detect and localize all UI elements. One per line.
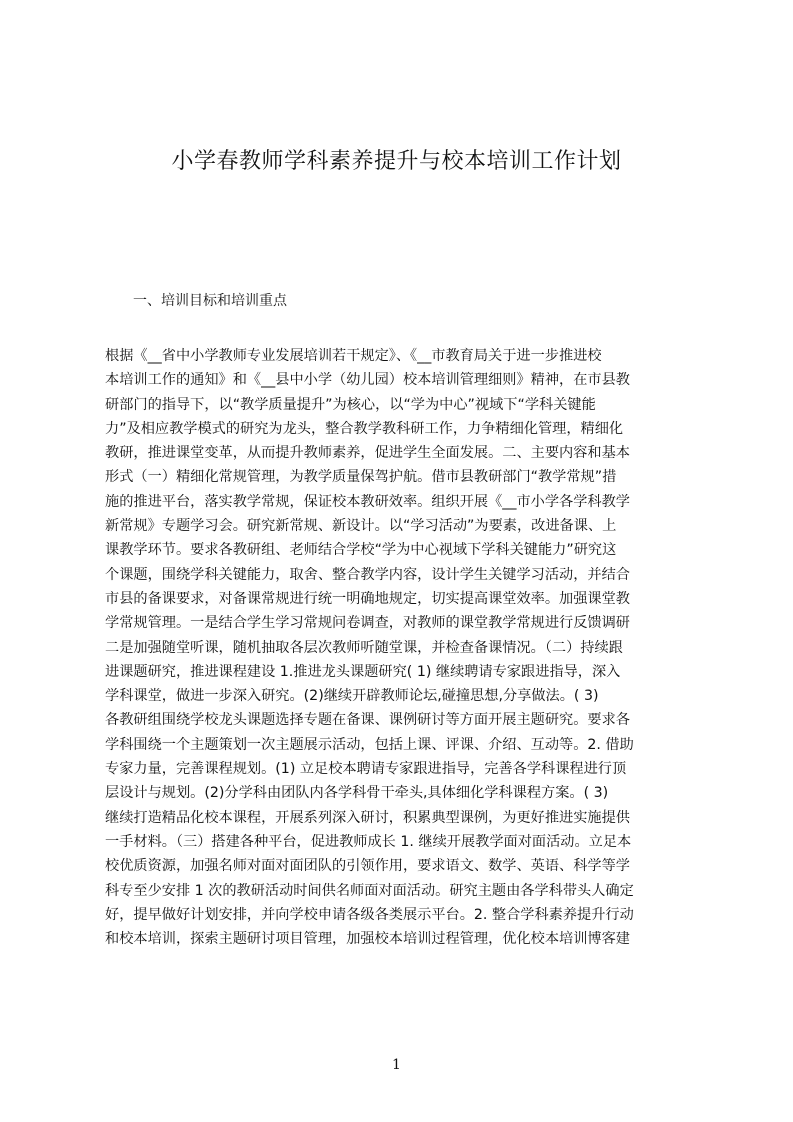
body-text-line: 继续打造精品化校本课程，开展系列深入研讨，积累典型课例，为更好推进实施提供 — [105, 809, 630, 826]
body-text-line: 好，提早做好计划安排，并向学校申请各级各类展示平台。2. 整合学科素养提升行动 — [105, 906, 634, 923]
body-text-line: 一手材料。（三）搭建各种平台，促进教师成长 1. 继续开展教学面对面活动。立足本 — [105, 833, 632, 850]
body-text-line: 学常规管理。一是结合学生学习常规问卷调查，对教师的课堂教学常规进行反馈调研 — [105, 615, 630, 632]
body-text-line: 科专至少安排 1 次的教研活动时间供名师面对面活动。研究主题由各学科带头人确定 — [105, 882, 634, 899]
body-text-line: 专家力量，完善课程规划。(1) 立足校本聘请专家跟进指导，完善各学科课程进行顶 — [105, 761, 627, 778]
body-text-line: 力”及相应教学模式的研究为龙头，整合教学教科研工作，力争精细化管理，精细化 — [105, 420, 624, 437]
body-text-line: 各教研组围绕学校龙头课题选择专题在备课、课例研讨等方面开展主题研究。要求各 — [105, 712, 630, 729]
body-text-line: 形式（一）精细化常规管理，为教学质量保驾护航。借市县教研部门“教学常规”措 — [105, 469, 617, 486]
body-text-line: 个课题，围绕学科关键能力，取舍、整合教学内容，设计学生关键学习活动，并结合 — [105, 566, 630, 583]
body-text-line: 本培训工作的通知》和《__县中小学（幼儿园）校本培训管理细则》精神，在市县教 — [105, 372, 630, 389]
body-text-line: 根据《__省中小学教师专业发展培训若干规定》、《__市教育局关于进一步推进校 — [105, 348, 602, 364]
document-title: 小学春教师学科素养提升与校本培训工作计划 — [171, 149, 622, 174]
body-text-line: 二是加强随堂听课，随机抽取各层次教师听随堂课，并检查备课情况。（二）持续跟 — [105, 639, 623, 656]
page-number: 1 — [392, 1057, 401, 1073]
body-text-line: 学科围绕一个主题策划一次主题展示活动，包括上课、评课、介绍、互动等。2. 借助 — [105, 736, 634, 753]
body-paragraph — [105, 344, 696, 951]
body-text-line: 教研，推进课堂变革，从而提升教师素养，促进学生全面发展。二、主要内容和基本 — [105, 445, 630, 462]
body-text-line: 市县的备课要求，对备课常规进行统一明确地规定，切实提高课堂效率。加强课堂教 — [105, 590, 630, 607]
body-text-line: 学科课堂，做进一步深入研究。(2)继续开辟教师论坛,碰撞思想,分享做法。( 3) — [105, 688, 599, 705]
body-text-line: 和校本培训，探索主题研讨项目管理，加强校本培训过程管理，优化校本培训博客建 — [105, 931, 630, 948]
body-text-line: 新常规》专题学习会。研究新常规、新设计。以“学习活动”为要素，改进备课、上 — [105, 518, 617, 535]
body-text-line: 施的推进平台，落实教学常规，保证校本教研效率。组织开展《__市小学各学科教学 — [105, 493, 630, 510]
body-text-line: 研部门的指导下，以“教学质量提升”为核心，以“学为中心”视域下“学科关键能 — [105, 396, 596, 413]
body-text-line: 校优质资源，加强名师对面对面团队的引领作用，要求语文、数学、英语、科学等学 — [105, 858, 630, 875]
body-text-line: 课教学环节。要求各教研组、老师结合学校“学为中心视域下学科关键能力”研究这 — [105, 542, 617, 559]
body-text-line: 层设计与规划。(2)分学科由团队内各学科骨干牵头,具体细化学科课程方案。( 3) — [105, 785, 609, 802]
section-heading: 一、培训目标和培训重点 — [133, 293, 287, 309]
body-text-line: 进课题研究，推进课程建设 1.推进龙头课题研究( 1) 继续聘请专家跟进指导，深入 — [105, 663, 621, 680]
